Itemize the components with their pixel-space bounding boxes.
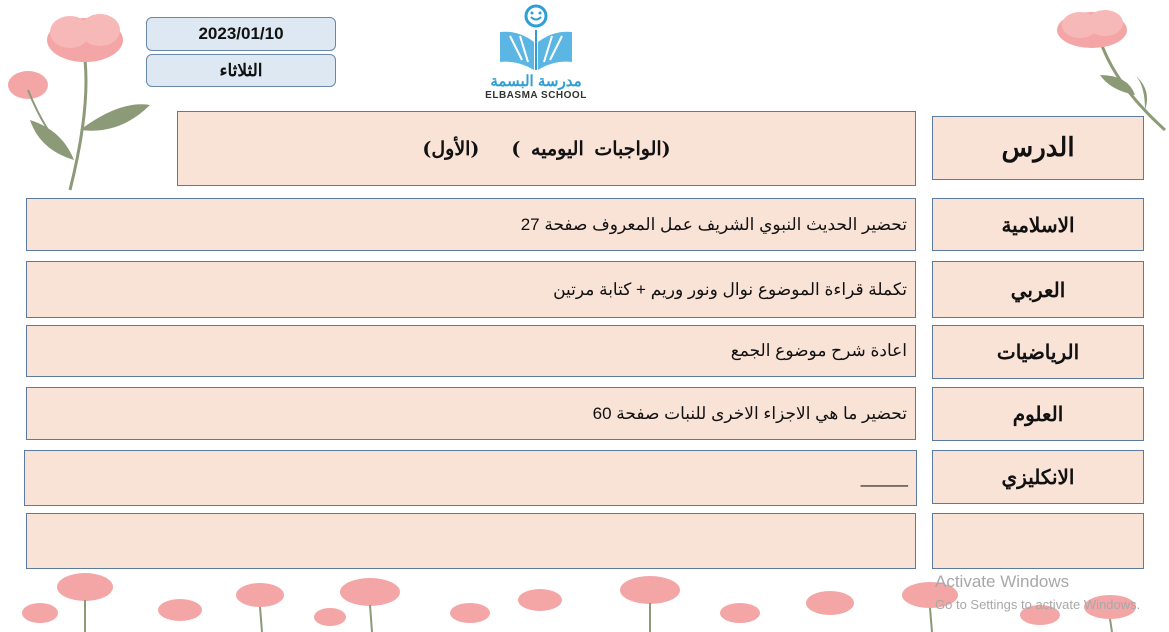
table-row-subject	[932, 450, 1144, 504]
school-name-ar: مدرسة البسمة	[490, 73, 582, 90]
school-name-en: ELBASMA SCHOOL	[485, 90, 587, 101]
task-text: تحضير الحديث النبوي الشريف عمل المعروف صفحة 27	[520, 214, 907, 234]
date-box	[146, 17, 336, 51]
subject-text: العلوم	[1012, 402, 1064, 426]
table-title-suffix: (الأول)	[422, 137, 480, 160]
subject-text: الرياضيات	[996, 340, 1080, 364]
day-text: الثلاثاء	[219, 60, 263, 80]
task-text: _____	[860, 468, 908, 487]
flower-decoration-left	[0, 0, 170, 200]
day-box	[146, 54, 336, 87]
book-logo-icon	[470, 2, 602, 74]
activate-windows-title: Activate Windows	[935, 572, 1070, 591]
table-row-subject	[932, 325, 1144, 379]
table-row-subject	[932, 198, 1144, 251]
table-row-task	[24, 450, 917, 506]
table-row-subject	[932, 261, 1144, 318]
table-row-task	[26, 261, 916, 318]
table-title	[177, 111, 916, 186]
task-text: تكملة قراءة الموضوع نوال ونور وريم + كتابة مرتين	[553, 279, 907, 299]
date-text: 2023/01/10	[198, 24, 284, 43]
subject-text: العربي	[1010, 277, 1066, 302]
table-row-task	[26, 513, 916, 569]
subject-text: الاسلامية	[1001, 212, 1075, 237]
subject-column-header	[932, 116, 1144, 180]
table-title-text: (الواجبات اليوميه )	[511, 137, 671, 160]
subject-column-label: الدرس	[1001, 133, 1075, 163]
table-row-task	[26, 198, 916, 251]
task-text: تحضير ما هي الاجزاء الاخرى للنبات صفحة 60	[592, 403, 907, 423]
table-row-subject	[932, 387, 1144, 441]
school-logo	[470, 2, 602, 107]
table-row-subject	[932, 513, 1144, 569]
table-row-task	[26, 387, 916, 440]
activate-windows-subtitle: Go to Settings to activate Windows.	[935, 597, 1141, 612]
table-row-task	[26, 325, 916, 377]
task-text: اعادة شرح موضوع الجمع	[730, 341, 907, 360]
subject-text: الانكليزي	[1001, 465, 1075, 489]
